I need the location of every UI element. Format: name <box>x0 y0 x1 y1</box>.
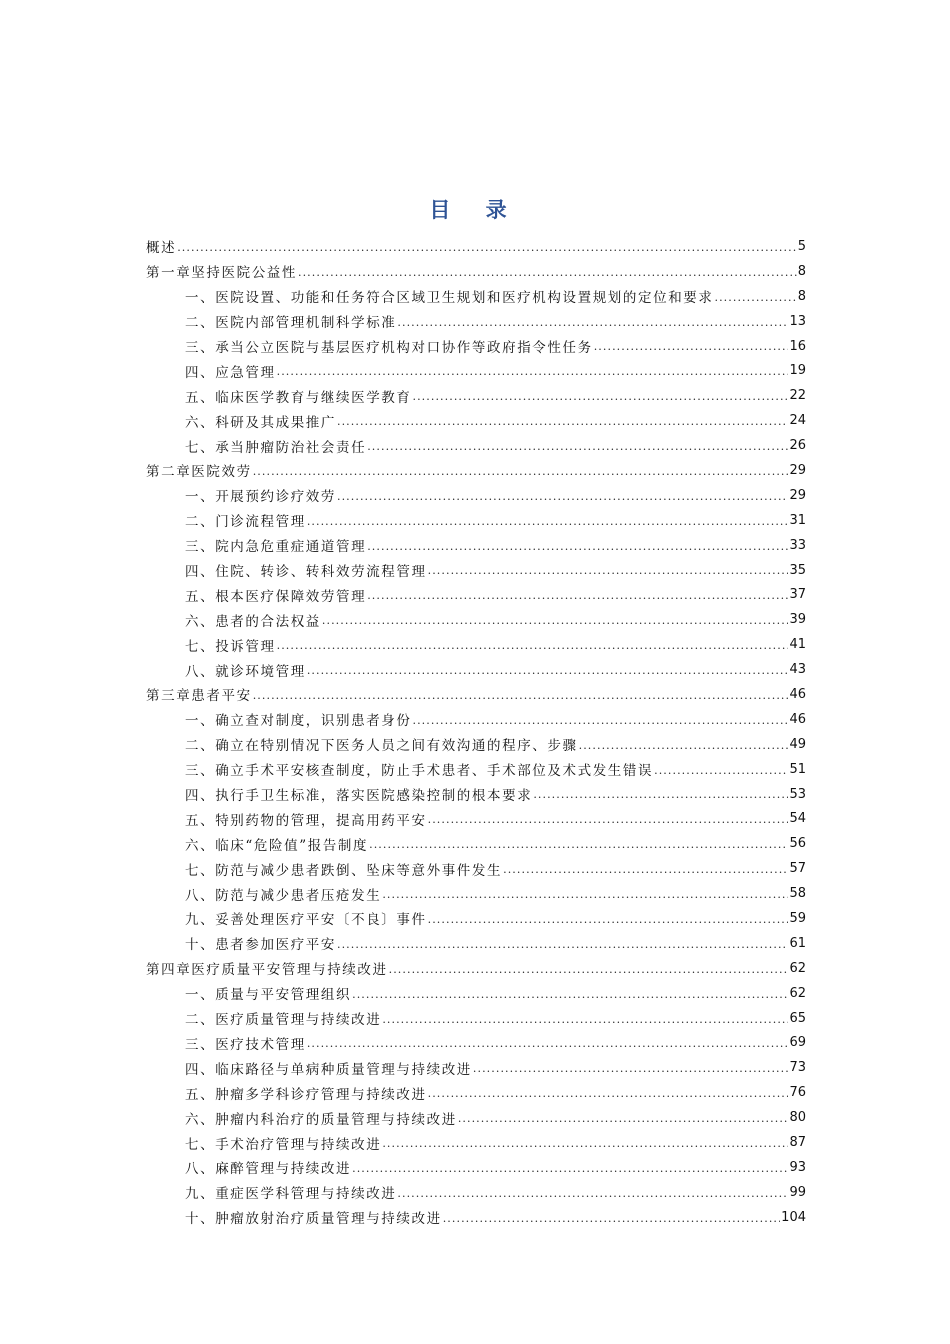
dot-leader <box>367 533 788 558</box>
dot-leader <box>715 284 797 309</box>
toc-entry-label: 一、医院设置、功能和任务符合区域卫生规划和医疗机构设置规划的定位和要求 <box>185 290 714 307</box>
toc-entry-label: 五、特别药物的管理，提高用药平安 <box>185 812 427 829</box>
toc-entry[interactable] <box>146 956 806 981</box>
toc-entry-page-number: 59 <box>789 910 806 926</box>
toc-entry-label: 六、患者的合法权益 <box>185 613 321 630</box>
toc-entry[interactable] <box>146 1105 806 1130</box>
toc-entry[interactable] <box>146 433 806 458</box>
dot-leader <box>337 931 788 956</box>
toc-entry-page-number: 35 <box>789 562 806 578</box>
toc-entry-page-number: 41 <box>789 637 806 653</box>
dot-leader <box>382 1130 788 1155</box>
toc-entry[interactable] <box>146 707 806 732</box>
toc-entry-page-number: 61 <box>789 935 806 951</box>
toc-entry-page-number: 56 <box>789 836 806 852</box>
toc-entry-page-number: 19 <box>789 363 806 379</box>
toc-entry-label: 第二章医院效劳 <box>146 464 252 481</box>
dot-leader <box>367 433 788 458</box>
dot-leader <box>369 831 788 856</box>
toc-entry-page-number: 37 <box>789 587 806 603</box>
toc-entry-label: 二、医院内部管理机制科学标准 <box>185 315 397 332</box>
toc-entry[interactable] <box>146 682 806 707</box>
dot-leader <box>594 334 789 359</box>
toc-entry-page-number: 29 <box>789 487 806 503</box>
toc-entry-label: 七、投诉管理 <box>185 638 276 655</box>
toc-entry-label: 十、肿瘤放射治疗质量管理与持续改进 <box>185 1211 442 1228</box>
dot-leader <box>367 582 788 607</box>
toc-entry[interactable] <box>146 607 806 632</box>
toc-entry-page-number: 104 <box>781 1209 806 1225</box>
toc-entry-page-number: 62 <box>789 985 806 1001</box>
toc-entry-label: 第三章患者平安 <box>146 688 252 705</box>
toc-entry[interactable] <box>146 1031 806 1056</box>
toc-entry-page-number: 46 <box>789 711 806 727</box>
toc-entry[interactable] <box>146 284 806 309</box>
dot-leader <box>428 806 789 831</box>
toc-entry-label: 一、质量与平安管理组织 <box>185 987 352 1004</box>
dot-leader <box>473 1055 789 1080</box>
toc-entry-label: 四、应急管理 <box>185 364 276 381</box>
toc-entry-page-number: 33 <box>789 537 806 553</box>
toc-entry-label: 三、承当公立医院与基层医疗机构对口协作等政府指令性任务 <box>185 340 593 356</box>
toc-entry-page-number: 49 <box>789 736 806 752</box>
toc-entry-page-number: 54 <box>789 811 806 827</box>
toc-entry[interactable] <box>146 383 806 408</box>
toc-entry-page-number: 87 <box>789 1135 806 1150</box>
toc-entry-label: 三、确立手术平安核查制度，防止手术患者、手术部位及术式发生错误 <box>185 763 654 780</box>
toc-entry-label: 五、肿瘤多学科诊疗管理与持续改进 <box>185 1086 427 1103</box>
dot-leader <box>382 1006 788 1031</box>
toc-entry-label: 九、重症医学科管理与持续改进 <box>185 1186 397 1203</box>
toc-entry-page-number: 8 <box>797 288 806 304</box>
dot-leader <box>322 607 789 632</box>
dot-leader <box>413 707 789 732</box>
toc-entry[interactable] <box>146 309 806 334</box>
toc-entry-label: 六、肿瘤内科治疗的质量管理与持续改进 <box>185 1111 457 1128</box>
toc-entry-page-number: 31 <box>789 512 806 528</box>
toc-entry[interactable] <box>146 881 806 906</box>
toc-entry-label: 九、妥善处理医疗平安〔不良〕事件 <box>185 912 427 929</box>
dot-leader <box>503 856 788 881</box>
toc-entry-page-number: 46 <box>789 686 806 702</box>
toc-entry-label: 概述 <box>146 240 177 257</box>
toc-entry-page-number: 13 <box>789 313 806 329</box>
toc-entry[interactable] <box>146 358 806 383</box>
toc-entry-label: 二、门诊流程管理 <box>185 514 306 531</box>
toc-entry-page-number: 39 <box>789 612 806 628</box>
toc-entry[interactable] <box>146 782 806 807</box>
dot-leader <box>382 881 788 906</box>
toc-entry-page-number: 93 <box>789 1159 806 1175</box>
toc-entry-page-number: 62 <box>789 960 806 976</box>
toc-entry-page-number: 58 <box>789 886 806 902</box>
dot-leader <box>337 408 788 433</box>
toc-entry-label: 七、承当肿瘤防治社会责任 <box>185 439 367 456</box>
dot-leader <box>307 508 789 533</box>
toc-entry[interactable] <box>146 408 806 433</box>
toc-entry-label: 三、医疗技术管理 <box>185 1036 306 1053</box>
toc-entry[interactable] <box>146 981 806 1006</box>
toc-entry-page-number: 99 <box>789 1184 806 1200</box>
toc-entry[interactable] <box>146 806 806 831</box>
toc-entry[interactable] <box>146 831 806 856</box>
toc-entry-page-number: 26 <box>789 438 806 454</box>
toc-entry-label: 八、就诊环境管理 <box>185 663 306 680</box>
toc-entry-label: 三、院内急危重症通道管理 <box>185 539 367 556</box>
dot-leader <box>654 757 788 782</box>
dot-leader <box>277 358 789 383</box>
toc-entry-label: 八、麻醉管理与持续改进 <box>185 1161 352 1178</box>
toc-entry[interactable] <box>146 632 806 657</box>
toc-entry[interactable] <box>146 1180 806 1205</box>
dot-leader <box>428 1080 789 1105</box>
dot-leader <box>337 483 788 508</box>
toc-entry[interactable] <box>146 931 806 956</box>
toc-entry-label: 四、住院、转诊、转科效劳流程管理 <box>185 564 427 581</box>
dot-leader <box>307 657 789 682</box>
toc-entry-label: 第一章坚持医院公益性 <box>146 265 297 282</box>
toc-entry[interactable] <box>146 582 806 607</box>
table-of-contents <box>146 234 806 1230</box>
toc-entry-label: 第四章医疗质量平安管理与持续改进 <box>146 962 388 979</box>
toc-entry[interactable] <box>146 234 806 259</box>
toc-entry-label: 一、确立查对制度，识别患者身份 <box>185 713 412 730</box>
toc-entry[interactable] <box>146 757 806 782</box>
toc-entry-label: 六、科研及其成果推广 <box>185 414 336 431</box>
toc-entry-page-number: 65 <box>789 1010 806 1026</box>
dot-leader <box>397 1180 788 1205</box>
toc-entry[interactable] <box>146 1130 806 1155</box>
dot-leader <box>253 458 789 483</box>
toc-entry-label: 六、临床“危险值”报告制度 <box>185 837 369 854</box>
toc-entry-page-number: 29 <box>789 462 806 478</box>
dot-leader <box>298 259 797 284</box>
toc-entry-label: 一、开展预约诊疗效劳 <box>185 489 336 506</box>
toc-entry-page-number: 8 <box>797 263 806 279</box>
toc-entry-label: 四、执行手卫生标准，落实医院感染控制的根本要求 <box>185 788 533 805</box>
dot-leader <box>428 906 789 931</box>
toc-entry-page-number: 80 <box>789 1110 806 1126</box>
toc-entry-page-number: 53 <box>789 786 806 802</box>
toc-entry[interactable] <box>146 1055 806 1080</box>
dot-leader <box>579 732 789 757</box>
dot-leader <box>458 1105 789 1130</box>
toc-entry[interactable] <box>146 334 806 359</box>
toc-entry-page-number: 76 <box>789 1085 806 1101</box>
toc-entry-label: 十、患者参加医疗平安 <box>185 937 336 954</box>
toc-entry-label: 二、医疗质量管理与持续改进 <box>185 1012 382 1029</box>
toc-entry-label: 七、手术治疗管理与持续改进 <box>185 1136 382 1153</box>
toc-entry-label: 五、根本医疗保障效劳管理 <box>185 588 367 605</box>
dot-leader <box>443 1205 780 1230</box>
dot-leader <box>277 632 789 657</box>
toc-title: 目 录 <box>429 197 521 222</box>
toc-entry-label: 七、防范与减少患者跌倒、坠床等意外事件发生 <box>185 862 503 879</box>
toc-entry-page-number: 16 <box>789 338 806 354</box>
toc-entry-page-number: 43 <box>789 662 806 678</box>
toc-entry[interactable] <box>146 856 806 881</box>
dot-leader <box>307 1031 789 1056</box>
toc-entry-page-number: 51 <box>789 761 806 777</box>
dot-leader <box>352 1155 788 1180</box>
toc-entry-label: 五、临床医学教育与继续医学教育 <box>185 389 412 406</box>
toc-entry-page-number: 22 <box>789 388 806 404</box>
toc-entry-page-number: 73 <box>789 1060 806 1076</box>
dot-leader <box>352 981 788 1006</box>
toc-entry-page-number: 57 <box>789 861 806 877</box>
dot-leader <box>413 383 789 408</box>
toc-entry[interactable] <box>146 533 806 558</box>
toc-entry[interactable] <box>146 732 806 757</box>
toc-entry-page-number: 69 <box>789 1035 806 1051</box>
dot-leader <box>253 682 789 707</box>
toc-entry[interactable] <box>146 906 806 931</box>
toc-entry-label: 八、防范与减少患者压疮发生 <box>185 887 382 904</box>
toc-entry[interactable] <box>146 1155 806 1180</box>
toc-entry[interactable] <box>146 508 806 533</box>
toc-entry[interactable] <box>146 1006 806 1031</box>
toc-entry[interactable] <box>146 259 806 284</box>
toc-entry[interactable] <box>146 1080 806 1105</box>
toc-entry-page-number: 24 <box>789 413 806 429</box>
toc-entry-page-number: 5 <box>797 238 806 254</box>
dot-leader <box>397 309 788 334</box>
toc-entry-label: 四、临床路径与单病种质量管理与持续改进 <box>185 1061 472 1078</box>
toc-entry[interactable] <box>146 1205 806 1230</box>
dot-leader <box>428 558 789 583</box>
toc-entry[interactable] <box>146 558 806 583</box>
toc-entry[interactable] <box>146 657 806 682</box>
dot-leader <box>533 782 788 807</box>
dot-leader <box>177 234 797 259</box>
toc-entry[interactable] <box>146 458 806 483</box>
toc-entry[interactable] <box>146 483 806 508</box>
dot-leader <box>389 956 789 981</box>
toc-entry-label: 二、确立在特别情况下医务人员之间有效沟通的程序、步骤 <box>185 738 578 755</box>
